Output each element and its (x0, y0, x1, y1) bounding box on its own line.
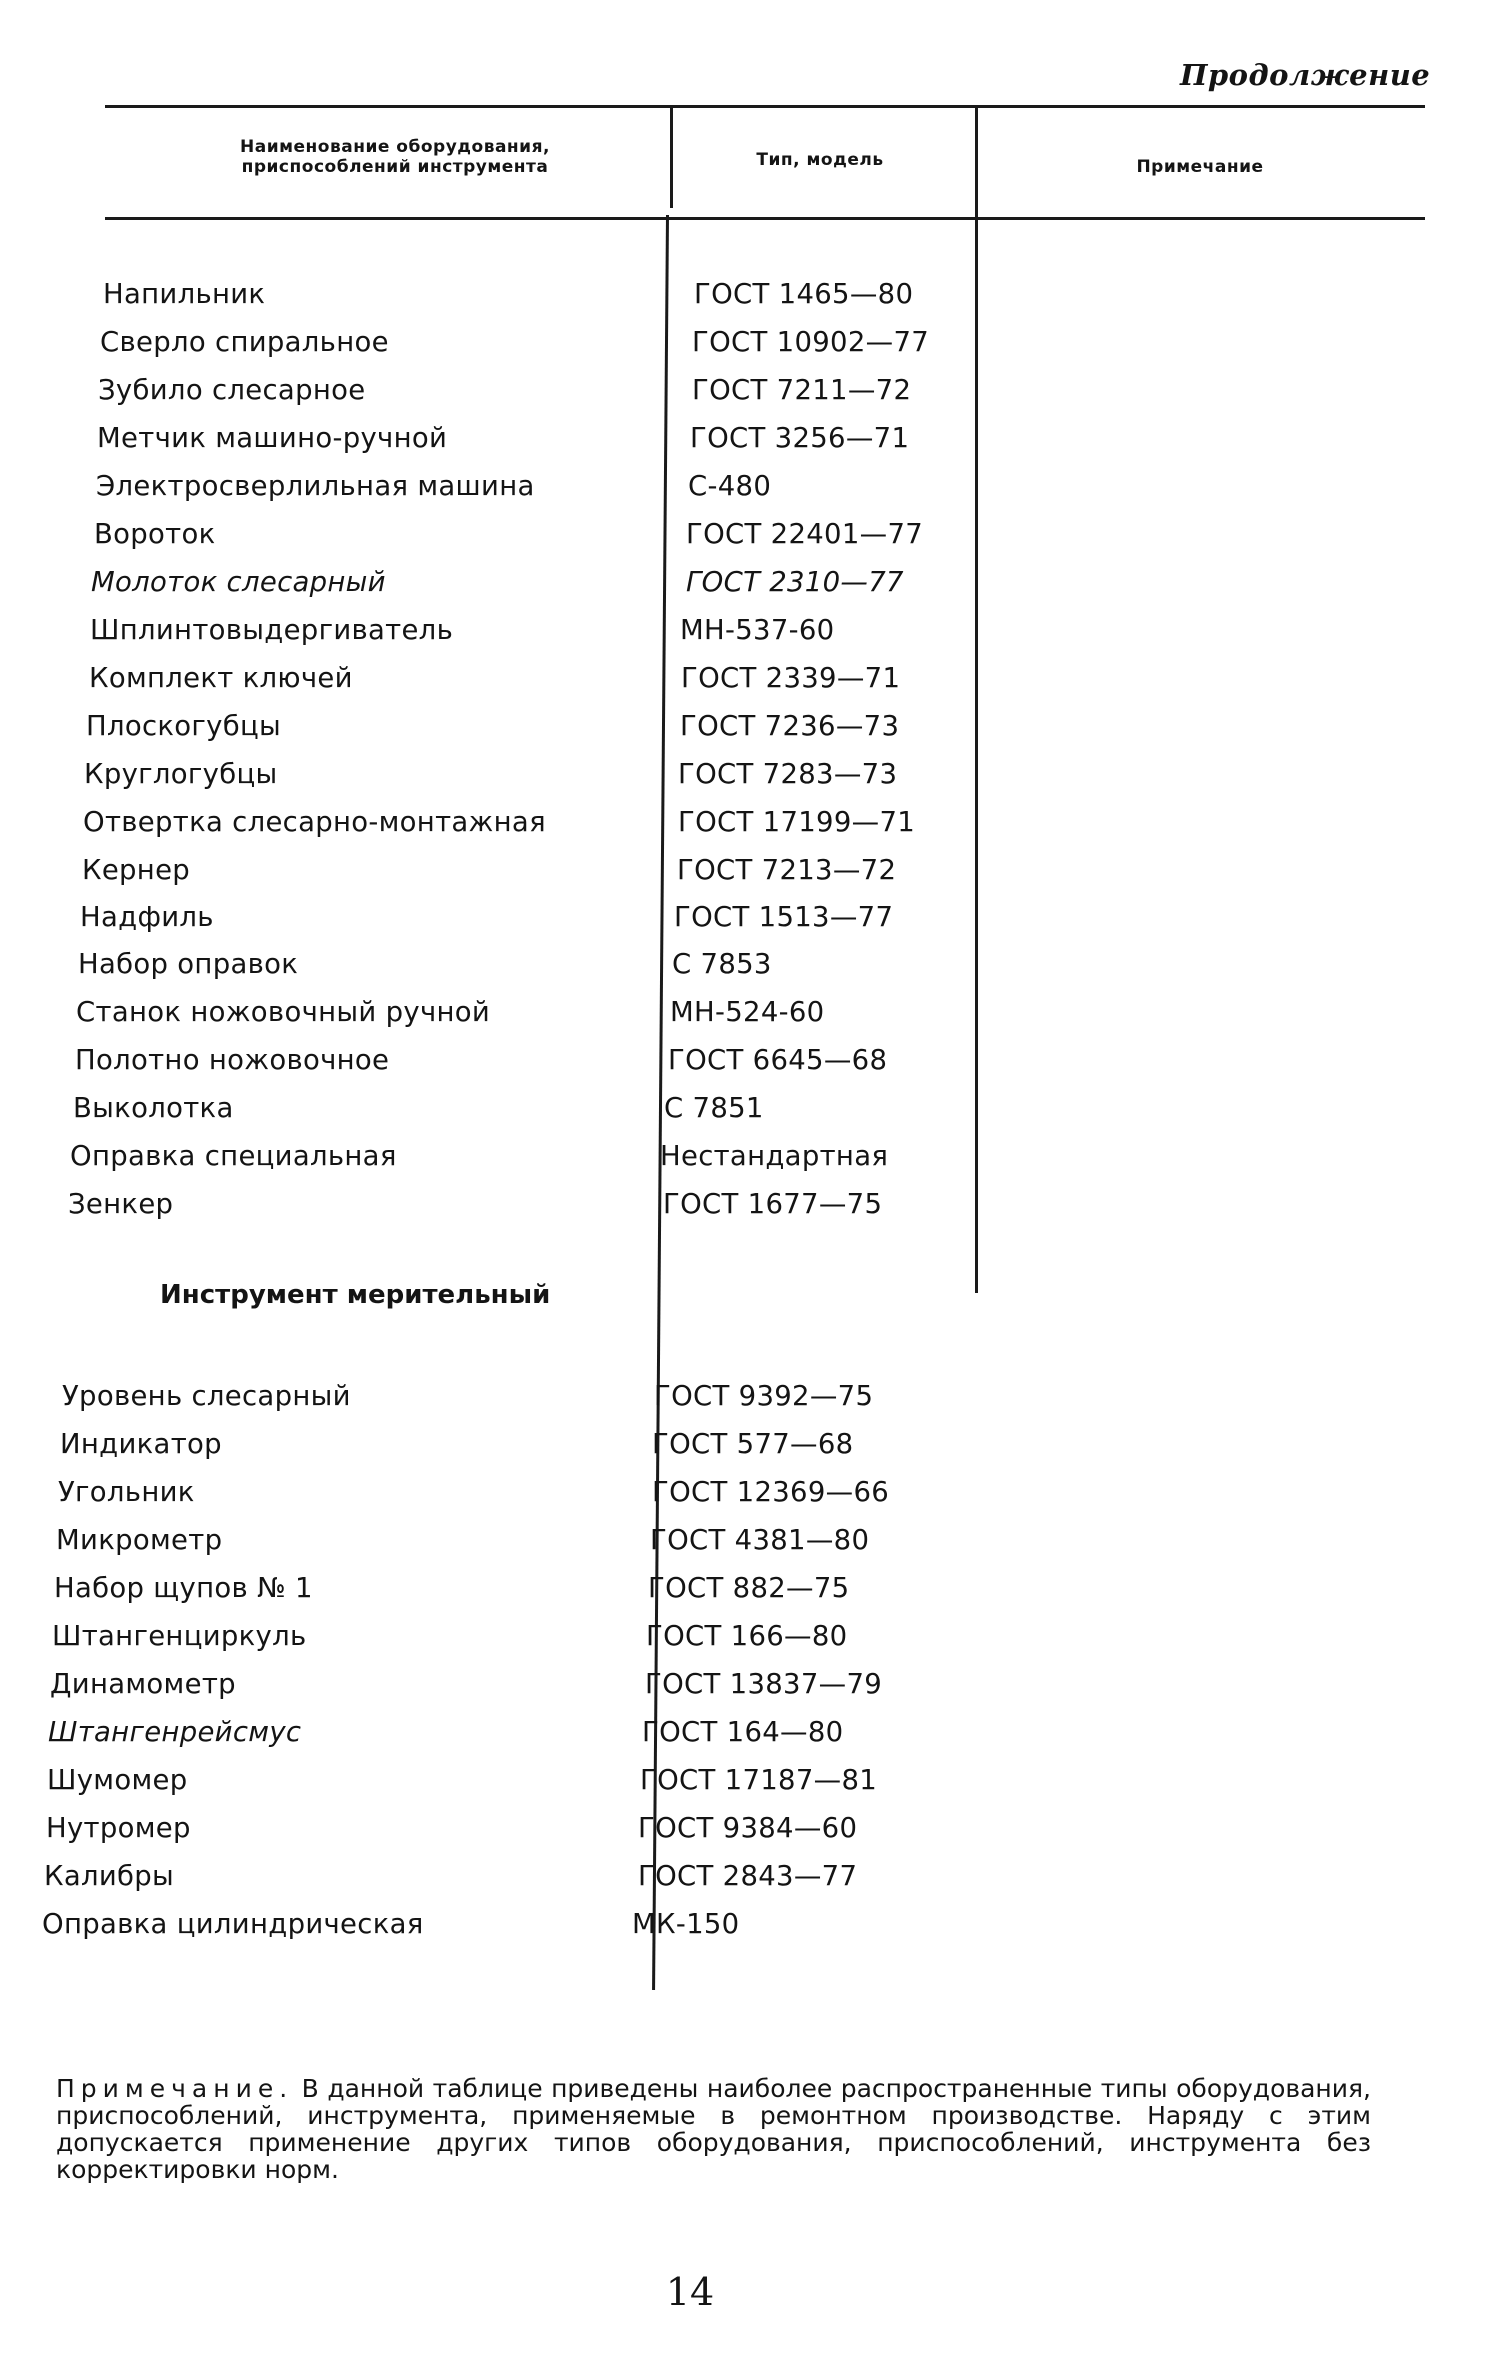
page-number: 14 (665, 2270, 715, 2314)
row-name: Метчик машино-ручной (97, 422, 448, 454)
row-type: ГОСТ 882—75 (648, 1572, 850, 1604)
row-type: ГОСТ 10902—77 (692, 326, 930, 358)
row-name: Выколотка (73, 1092, 234, 1124)
note-label: Примечание. (56, 2074, 294, 2103)
row-name: Молоток слесарный (91, 566, 386, 598)
row-type: ГОСТ 577—68 (652, 1428, 854, 1460)
column-separator-2 (975, 108, 978, 1293)
row-name: Надфиль (80, 901, 214, 933)
row-type: МН-537-60 (680, 614, 835, 646)
row-type: ГОСТ 3256—71 (690, 422, 910, 454)
row-name: Круглогубцы (84, 758, 278, 790)
row-type: ГОСТ 2310—77 (686, 566, 904, 598)
row-type: ГОСТ 17187—81 (640, 1764, 878, 1796)
row-type: ГОСТ 6645—68 (668, 1044, 888, 1076)
column-separator-1-top (670, 108, 673, 208)
row-type: Нестандартная (660, 1140, 889, 1172)
row-name: Набор щупов № 1 (54, 1572, 313, 1604)
row-name: Сверло спиральное (100, 326, 389, 358)
row-name: Плоскогубцы (86, 710, 282, 742)
table-header-rule (105, 217, 1425, 220)
row-name: Станок ножовочный ручной (76, 996, 491, 1028)
row-type: ГОСТ 164—80 (642, 1716, 844, 1748)
header-note: Примечание (1136, 157, 1264, 177)
row-type: ГОСТ 12369—66 (652, 1476, 890, 1508)
row-type: С-480 (688, 470, 772, 502)
row-type: С 7853 (672, 948, 772, 980)
row-type: ГОСТ 2843—77 (638, 1860, 858, 1892)
row-name: Уровень слесарный (62, 1380, 351, 1412)
note-text: В данной таблице приведены наиболее распространенные типы оборудования, приспособлений, инструмента, применяемые в ремонтном производстве. Наряду с этим допускается применение других типов оборудования, приспособлений, инструмента без корректировки норм. (56, 2074, 1371, 2184)
row-type: ГОСТ 1677—75 (663, 1188, 883, 1220)
row-type: ГОСТ 13837—79 (645, 1668, 883, 1700)
table-note (56, 2075, 1371, 2183)
row-name: Напильник (103, 278, 266, 310)
row-name: Штангенциркуль (52, 1620, 307, 1652)
row-type: ГОСТ 1465—80 (694, 278, 914, 310)
row-name: Отвертка слесарно-монтажная (83, 806, 546, 838)
row-type: ГОСТ 22401—77 (686, 518, 924, 550)
row-name: Микрометр (56, 1524, 223, 1556)
row-type: ГОСТ 7236—73 (680, 710, 900, 742)
row-name: Шплинтовыдергиватель (90, 614, 454, 646)
row-type: ГОСТ 7283—73 (678, 758, 898, 790)
table-top-rule (105, 105, 1425, 108)
row-name: Угольник (58, 1476, 195, 1508)
row-type: ГОСТ 166—80 (646, 1620, 848, 1652)
continuation-label: Продолжение (1180, 58, 1431, 92)
header-type: Тип, модель (756, 150, 884, 170)
header-name: Наименование оборудования, приспособлений инструмента (240, 137, 550, 177)
row-name: Калибры (44, 1860, 175, 1892)
row-name: Вороток (94, 518, 216, 550)
row-name: Индикатор (60, 1428, 222, 1460)
row-type: МК-150 (632, 1908, 740, 1940)
row-type: ГОСТ 2339—71 (681, 662, 901, 694)
row-type: С 7851 (664, 1092, 764, 1124)
row-name: Штангенрейсмус (48, 1716, 302, 1748)
row-name: Зубило слесарное (98, 374, 366, 406)
row-type: ГОСТ 9384—60 (638, 1812, 858, 1844)
section-title: Инструмент мерительный (160, 1280, 551, 1310)
row-name: Зенкер (68, 1188, 174, 1220)
row-name: Электросверлильная машина (96, 470, 535, 502)
row-name: Оправка специальная (70, 1140, 397, 1172)
row-name: Кернер (82, 854, 191, 886)
row-name: Нутромер (46, 1812, 191, 1844)
row-type: ГОСТ 1513—77 (674, 901, 894, 933)
row-name: Шумомер (47, 1764, 188, 1796)
row-name: Динамометр (50, 1668, 236, 1700)
row-name: Оправка цилиндрическая (42, 1908, 424, 1940)
row-type: ГОСТ 9392—75 (654, 1380, 874, 1412)
row-type: ГОСТ 7211—72 (692, 374, 912, 406)
row-name: Полотно ножовочное (75, 1044, 390, 1076)
row-type: ГОСТ 7213—72 (677, 854, 897, 886)
row-type: ГОСТ 17199—71 (678, 806, 916, 838)
row-type: МН-524-60 (670, 996, 825, 1028)
row-name: Набор оправок (78, 948, 299, 980)
row-name: Комплект ключей (89, 662, 353, 694)
row-type: ГОСТ 4381—80 (650, 1524, 870, 1556)
